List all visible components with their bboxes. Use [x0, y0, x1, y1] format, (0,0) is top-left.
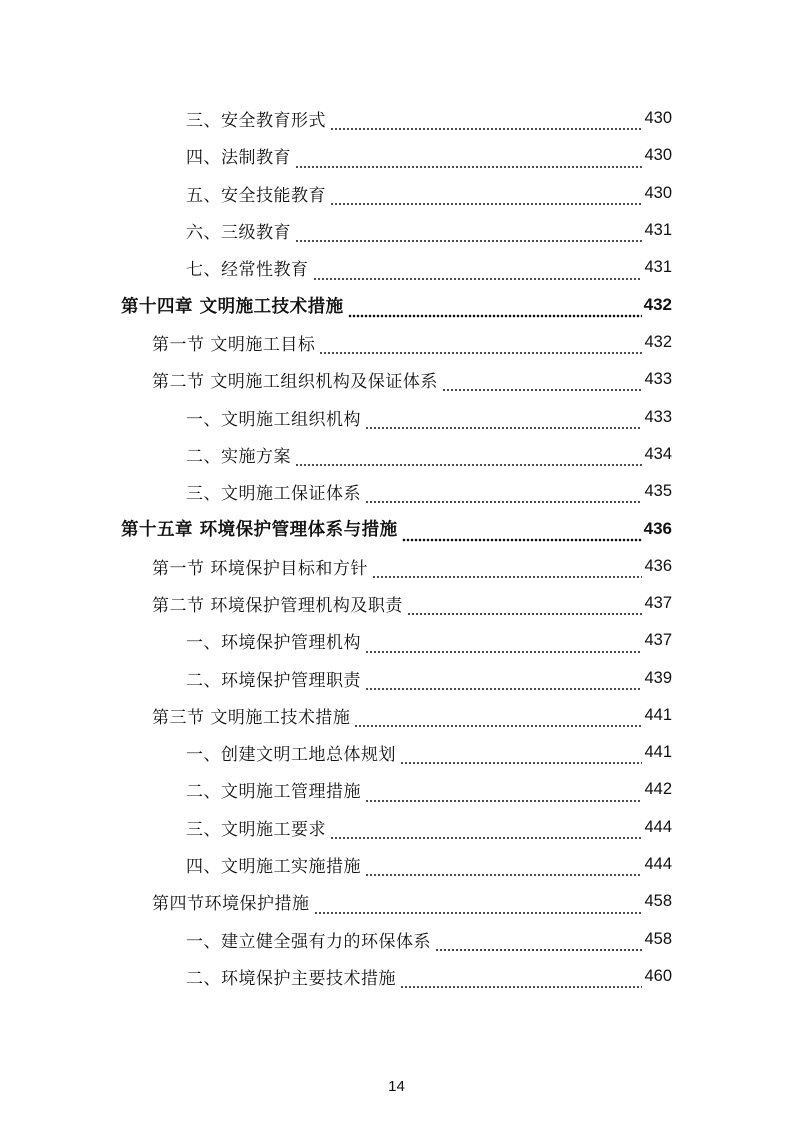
toc-entry-title: 二、环境保护管理职责 — [186, 670, 361, 691]
toc-entry-page: 430 — [644, 109, 672, 128]
dot-leader — [402, 525, 642, 543]
toc-entry-page: 434 — [644, 444, 672, 463]
table-of-contents — [0, 100, 793, 995]
toc-entry[interactable] — [0, 809, 793, 846]
toc-entry-title: 四、文明施工实施措施 — [186, 857, 361, 878]
dot-leader — [330, 189, 642, 206]
dot-leader — [330, 823, 642, 840]
toc-section-title: 第二节 环境保护管理机构及职责 — [152, 596, 403, 616]
dot-leader — [372, 562, 643, 579]
toc-section-page: 432 — [644, 332, 672, 351]
toc-entry-page: 444 — [644, 855, 672, 874]
toc-entry-page: 430 — [644, 146, 672, 165]
toc-section-entry[interactable] — [0, 361, 793, 398]
toc-chapter-page: 432 — [643, 295, 672, 315]
dot-leader — [365, 860, 642, 877]
toc-entry[interactable] — [0, 398, 793, 435]
dot-leader — [365, 674, 642, 691]
toc-entry-title: 四、法制教育 — [186, 148, 291, 169]
dot-leader — [295, 450, 642, 467]
toc-entry-page: 441 — [644, 743, 672, 762]
toc-section-title: 第一节 文明施工目标 — [152, 334, 316, 355]
dot-leader — [365, 413, 642, 430]
dot-leader — [400, 748, 642, 765]
dot-leader — [354, 711, 642, 728]
toc-section-entry[interactable] — [0, 548, 793, 585]
toc-section-page: 433 — [644, 370, 672, 389]
dot-leader — [400, 972, 642, 989]
dot-leader — [295, 152, 642, 169]
toc-section-entry[interactable] — [0, 697, 793, 734]
toc-entry-page: 437 — [644, 631, 672, 650]
toc-section-page: 436 — [644, 556, 672, 575]
toc-entry[interactable] — [0, 175, 793, 212]
toc-entry-page: 431 — [644, 258, 672, 277]
toc-entry-page: 433 — [644, 407, 672, 426]
toc-section-entry[interactable] — [0, 585, 793, 622]
toc-entry-title: 二、实施方案 — [186, 446, 291, 467]
toc-entry[interactable] — [0, 622, 793, 659]
toc-entry[interactable] — [0, 659, 793, 696]
toc-entry[interactable] — [0, 436, 793, 473]
toc-chapter-entry[interactable] — [0, 286, 793, 323]
dot-leader — [435, 935, 642, 952]
dot-leader — [407, 599, 643, 616]
toc-entry-title: 三、文明施工保证体系 — [186, 484, 361, 505]
toc-entry-page: 444 — [644, 817, 672, 836]
toc-entry-page: 458 — [644, 929, 672, 948]
toc-section-title: 第四节环境保护措施 — [152, 894, 310, 915]
toc-section-title: 第二节 文明施工组织机构及保证体系 — [152, 372, 438, 393]
toc-entry-title: 三、安全教育形式 — [186, 111, 326, 132]
page-number: 14 — [388, 1078, 405, 1095]
toc-entry-title: 一、环境保护管理机构 — [186, 633, 361, 654]
toc-entry[interactable] — [0, 249, 793, 286]
toc-section-entry[interactable] — [0, 324, 793, 361]
dot-leader — [319, 338, 642, 355]
dot-leader — [313, 264, 643, 281]
dot-leader — [295, 226, 642, 243]
toc-entry-title: 一、创建文明工地总体规划 — [186, 745, 396, 766]
toc-entry[interactable] — [0, 212, 793, 249]
toc-entry[interactable] — [0, 734, 793, 771]
toc-entry[interactable] — [0, 100, 793, 137]
toc-section-entry[interactable] — [0, 883, 793, 920]
toc-section-title: 第三节 文明施工技术措施 — [152, 707, 351, 728]
toc-section-page: 437 — [644, 594, 672, 612]
dot-leader — [365, 487, 642, 504]
dot-leader — [365, 637, 642, 654]
toc-entry-title: 一、建立健全强有力的环保体系 — [186, 931, 431, 952]
dot-leader — [348, 301, 642, 319]
toc-entry-title: 五、安全技能教育 — [186, 185, 326, 206]
toc-chapter-page: 436 — [643, 518, 672, 538]
toc-entry-page: 435 — [644, 482, 672, 501]
toc-entry[interactable] — [0, 137, 793, 174]
toc-entry[interactable] — [0, 473, 793, 510]
toc-chapter-entry[interactable] — [0, 510, 793, 547]
toc-entry-page: 430 — [644, 183, 672, 202]
toc-chapter-title: 第十四章 文明施工技术措施 — [121, 296, 344, 317]
toc-entry-page: 431 — [644, 221, 672, 240]
dot-leader — [330, 114, 642, 131]
toc-chapter-title: 第十五章 环境保护管理体系与措施 — [121, 520, 398, 541]
toc-section-title: 第一节 环境保护目标和方针 — [152, 558, 368, 579]
toc-section-page: 458 — [644, 892, 672, 911]
toc-entry-title: 七、经常性教育 — [186, 260, 309, 281]
toc-entry-page: 442 — [644, 780, 672, 799]
toc-entry-title: 三、文明施工要求 — [186, 819, 326, 840]
toc-entry-title: 二、文明施工管理措施 — [186, 782, 361, 803]
dot-leader — [442, 375, 643, 392]
dot-leader — [314, 898, 643, 915]
toc-entry[interactable] — [0, 771, 793, 808]
dot-leader — [365, 786, 642, 803]
toc-entry-title: 二、环境保护主要技术措施 — [186, 968, 396, 989]
toc-entry-title: 六、三级教育 — [186, 223, 291, 244]
toc-entry-title: 一、文明施工组织机构 — [186, 409, 361, 430]
toc-entry-page: 460 — [644, 966, 672, 985]
toc-entry-page: 439 — [644, 668, 672, 687]
toc-entry[interactable] — [0, 846, 793, 883]
toc-entry[interactable] — [0, 921, 793, 958]
toc-entry[interactable] — [0, 958, 793, 995]
toc-section-page: 441 — [644, 705, 672, 724]
